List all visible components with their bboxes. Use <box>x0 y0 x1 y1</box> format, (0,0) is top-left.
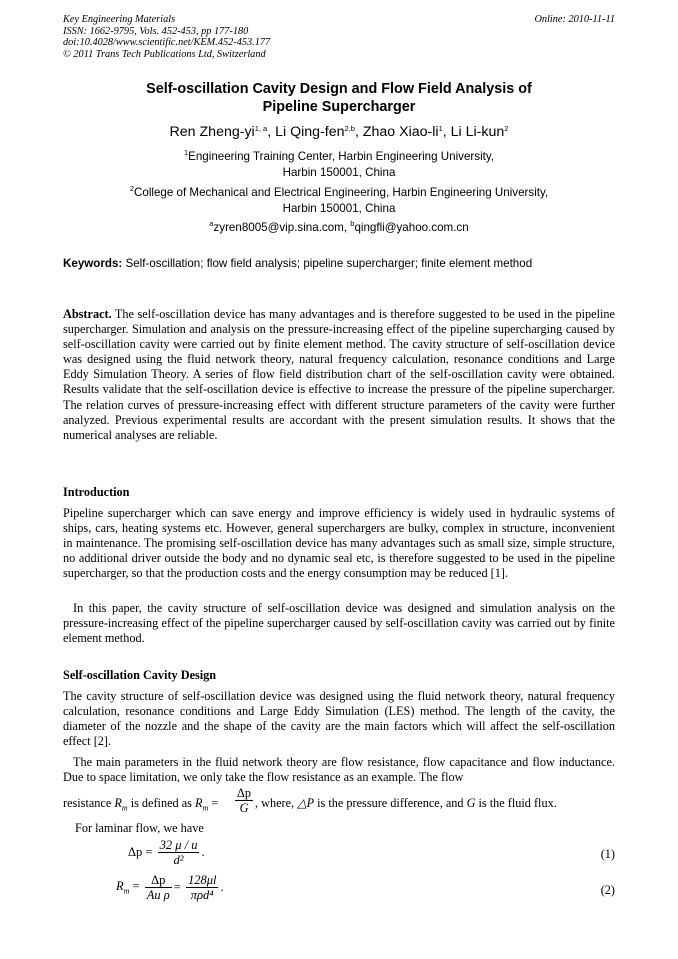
equation-1-number: (1) <box>600 847 615 861</box>
eq2-fraction-2 <box>186 873 219 902</box>
res-post-text-2: is the pressure difference, and <box>314 796 467 810</box>
affiliation-1 <box>63 149 615 181</box>
journal-name: Key Engineering Materials <box>63 14 176 25</box>
eq2-equals-2: = <box>173 880 181 894</box>
email-b-sup: b <box>350 219 355 228</box>
title-line-1: Self-oscillation Cavity Design and Flow Field Analysis of <box>146 81 532 97</box>
eq2-lhs: R <box>116 879 124 894</box>
res-pre-text: resistance <box>63 796 115 810</box>
eq1-numerator: 32 μ / u <box>159 838 198 852</box>
title-line-2: Pipeline Supercharger <box>262 98 416 115</box>
res-subscript: m <box>121 803 128 813</box>
email-a-sup: a <box>209 219 214 228</box>
res-post-text-3: is the fluid flux. <box>475 796 557 810</box>
cavity-paragraph-2: The main parameters in the fluid network theory are flow resistance, flow capacitance and flow inductance. Due to space limitation, we only take the flow resistance as an example. The flow <box>63 755 615 785</box>
laminar-flow-line: For laminar flow, we have <box>75 821 204 835</box>
section-heading-cavity-design: Self-oscillation Cavity Design <box>63 668 217 682</box>
equation-1 <box>128 838 205 867</box>
res-symbol: R <box>114 796 122 810</box>
author-2: Li Qing-fen <box>275 124 345 140</box>
res-delta-p: △P <box>297 796 315 810</box>
eq1-lhs: Δp = <box>128 845 153 859</box>
eq1-fraction <box>158 838 200 867</box>
affiliation-2-sup: 2 <box>129 184 134 193</box>
eq1-denominator: d² <box>173 853 184 867</box>
affiliation-2-line-1: College of Mechanical and Electrical Engineering, Harbin Engineering University, <box>134 186 549 199</box>
keywords-label: Keywords: <box>63 257 123 270</box>
author-3: Zhao Xiao-li <box>362 124 439 140</box>
eq2-fraction-1 <box>145 873 172 902</box>
keywords-text: Self-oscillation; flow field analysis; pipeline supercharger; finite element method <box>122 257 533 270</box>
abstract-text: The self-oscillation device has many advantages and is therefore suggested to be used in the pipeline supercharger. Simulation and analysis on the pressure-increasing effect of the pipeline supercharging caused by self-oscillation cavity were carried out by finite element method. The cavity structure of self-oscillation device was designed using the fluid network theory, natural frequency calculation, resonance conditions and Large Eddy Simulation Theory. A series of flow field distribution chart of the self-oscillation cavity were obtained. Results validate that the self-oscillation device is effective to increase the pressure of the pipeline supercharger. The relation curves of pressure-increasing effect with different structure parameters of the cavity were further analyzed. Previous experimental results are accordant with the present simulation results. It shows that the numerical analyses are reliable. <box>63 307 615 442</box>
section-heading-introduction: Introduction <box>63 485 130 499</box>
email-a: zyren8005@vip.sina.com, <box>213 221 351 234</box>
author-separator: , <box>354 124 363 140</box>
author-emails <box>63 220 615 236</box>
affiliation-2 <box>63 185 615 217</box>
eq1-tail: . <box>201 845 205 859</box>
res-subscript-2: m <box>202 803 209 813</box>
flow-resistance-definition: resistance $R_m$ is defined as $R_m$ = $\frac{\Delta p}{G}$ , where, △P is the pressure difference, and G is the fluid flux. <box>63 786 557 815</box>
eq2-tail: . <box>220 880 224 894</box>
affiliation-1-line-1: Engineering Training Center, Harbin Engineering University, <box>188 150 495 163</box>
online-date: Online: 2010-11-11 <box>534 14 615 25</box>
copyright-line: © 2011 Trans Tech Publications Ltd, Switzerland <box>63 48 266 60</box>
author-1-sup: 1, a <box>254 124 268 133</box>
eq2-numerator-1: Δp <box>145 873 172 888</box>
author-separator: , <box>442 124 451 140</box>
res-fraction <box>235 786 253 815</box>
author-3-sup: 1 <box>438 124 443 133</box>
res-fraction-numerator: Δp <box>237 786 252 800</box>
author-4: Li Li-kun <box>450 124 505 140</box>
eq2-lhs-sub: m <box>123 886 130 896</box>
abstract-label: Abstract. <box>63 307 112 321</box>
author-4-sup: 2 <box>504 124 509 133</box>
abstract <box>63 307 615 443</box>
author-2-sup: 2,b <box>344 124 355 133</box>
author-separator: , <box>267 124 276 140</box>
res-g-symbol: G <box>466 796 476 810</box>
email-b: qingfli@yahoo.com.cn <box>354 221 469 234</box>
introduction-paragraph-1: Pipeline supercharger which can save energy and improve efficiency is widely used in hydraulic systems of ships, cars, heating systems etc. However, general superchargers are bulky, complex in structure, inconvenient in maintenance. The promising self-oscillation device has many advantages such as small size, simple structure, no additional driver outside the body and no dynamic seal etc, is therefore suggested to be used in the pipeline supercharger, so that the production costs and the energy consumption may be reduced [1]. <box>63 506 615 581</box>
res-post-text-1: , where, <box>255 796 298 810</box>
paper-title <box>63 81 615 116</box>
journal-header <box>63 14 615 60</box>
equation-2 <box>116 873 224 902</box>
eq2-denominator-2: πρd⁴ <box>190 888 214 902</box>
affiliation-1-sup: 1 <box>183 148 189 157</box>
affiliation-1-line-2: Harbin 150001, China <box>282 166 396 179</box>
res-fraction-denominator: G <box>239 801 249 815</box>
eq2-equals: = <box>129 879 140 894</box>
affiliation-2-line-2: Harbin 150001, China <box>282 202 396 215</box>
author-1: Ren Zheng-yi <box>169 124 255 140</box>
author-list <box>63 124 615 141</box>
equation-2-number: (2) <box>600 883 615 897</box>
keywords <box>63 257 615 271</box>
eq2-numerator-2: 128μl <box>187 873 217 887</box>
issn-line: ISSN: 1662-9795, Vols. 452-453, pp 177-180 <box>63 25 249 37</box>
doi-line: doi:10.4028/www.scientific.net/KEM.452-453.177 <box>63 37 271 49</box>
res-mid-text: is defined as <box>127 796 195 810</box>
res-symbol-2: R <box>194 796 203 810</box>
introduction-paragraph-2: In this paper, the cavity structure of self-oscillation device was designed and simulation analysis on the pressure-increasing effect of the pipeline supercharger caused by self-oscillation cavity was carried out by finite element method. <box>63 601 615 646</box>
eq2-denominator-1: Au ρ <box>146 888 170 902</box>
cavity-paragraph-1: The cavity structure of self-oscillation device was designed using the fluid network theory, natural frequency calculation, resonance conditions and Large Eddy Simulation (LES) method. The length of the cavity, the diameter of the nozzle and the shape of the cavity are the main factors which will affect the self-oscillation effect [2]. <box>63 689 615 749</box>
